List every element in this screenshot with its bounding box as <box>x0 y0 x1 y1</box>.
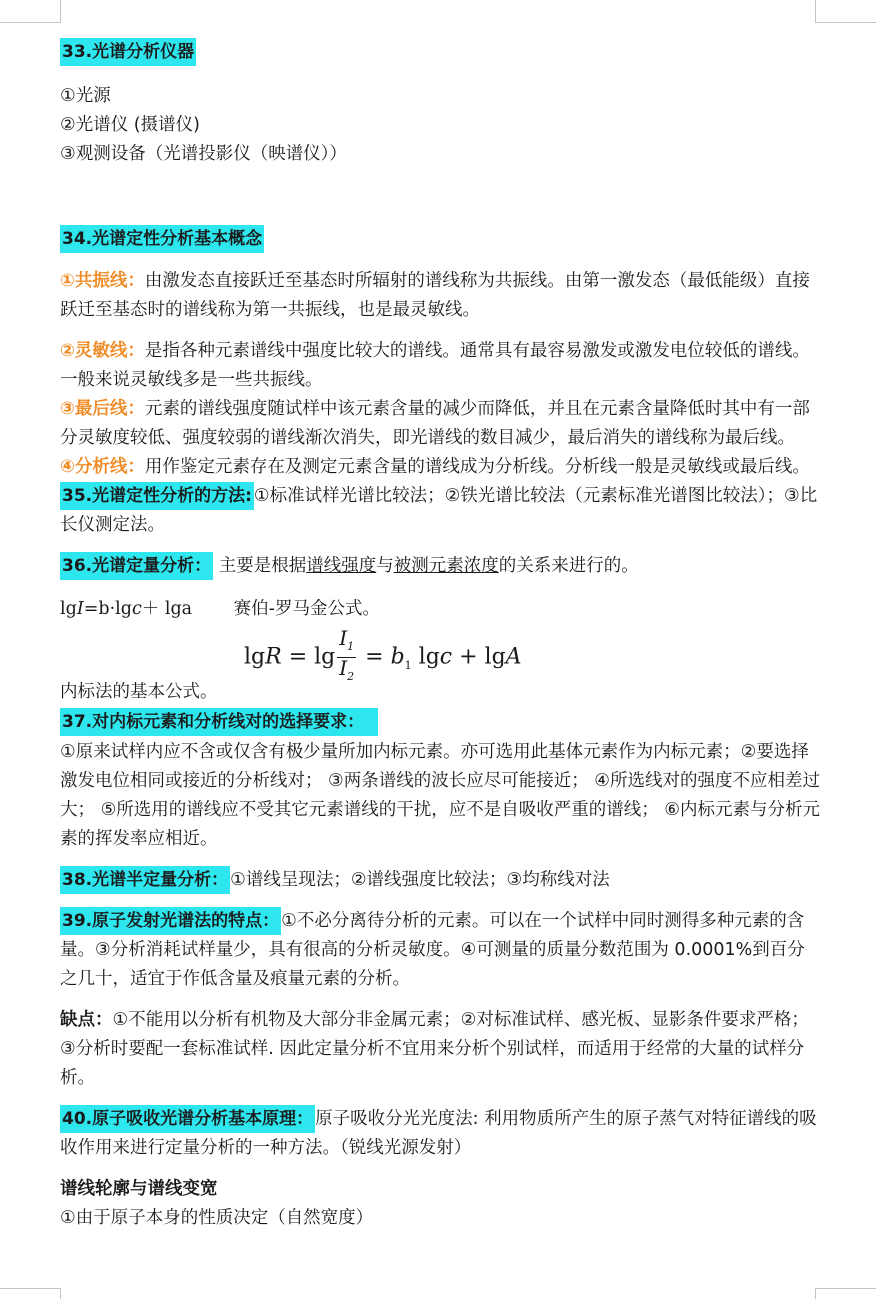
section-38-text: ①谱线呈现法；②谱线强度比较法；③均称线对法 <box>230 870 610 890</box>
term-definition: 是指各种元素谱线中强度比较大的谱线。通常具有最容易激发或激发电位较低的谱线。一般来说灵敏线多是一些共振线。 <box>60 341 810 390</box>
section-37 <box>60 708 820 736</box>
section-35 <box>60 482 820 540</box>
section-34-heading: 34.光谱定性分析基本概念 <box>60 225 264 253</box>
section-39-heading: 39.原子发射光谱法的特点： <box>60 907 281 935</box>
formula-part: I <box>76 599 84 619</box>
formula-internal-standard <box>60 628 820 706</box>
section-40-text: 原子吸收分光光度法: 利用物质所产生的原子蒸气对特征谱线的吸收作用来进行定量分析的一种方法。（锐线光源发射） <box>60 1109 817 1158</box>
section-33 <box>60 38 820 66</box>
formula-part: c <box>131 599 142 619</box>
section-33-list <box>60 82 820 169</box>
formula-part: =b·lg <box>83 599 132 619</box>
formula-part: R <box>265 644 282 670</box>
section-38 <box>60 866 820 895</box>
page-corner-mark-top-left <box>0 0 61 23</box>
term-label: ④分析线： <box>60 457 145 477</box>
term-definition: 用作鉴定元素存在及测定元素含量的谱线成为分析线。分析线一般是灵敏线或最后线。 <box>144 457 810 477</box>
formula-part: + lg <box>452 644 506 670</box>
formula-part: b <box>390 644 405 670</box>
section-35-text: ①标准试样光谱比较法；②铁光谱比较法（元素标准光谱图比较法）；③比长仪测定法。 <box>60 486 818 535</box>
list-item: ①光源 <box>60 86 111 106</box>
term-label: ①共振线： <box>60 271 145 291</box>
section-36-text: 主要是根据 <box>218 556 307 576</box>
section-33-heading: 33.光谱分析仪器 <box>60 38 196 66</box>
cons-text: ①不能用以分析有机物及大部分非金属元素；②对标准试样、感光板、显影条件要求严格；③分析时要配一套标准试样. 因此定量分析不宜用来分析个别试样，而适用于经常的大量的试样分析。 <box>60 1010 809 1088</box>
formula-part: 2 <box>347 670 355 683</box>
term-definition: 由激发态直接跃迁至基态时所辐射的谱线称为共振线。由第一激发态（最低能级）直接跃迁至基态时的谱线称为第一共振线，也是最灵敏线。 <box>60 271 810 320</box>
section-39-cons <box>60 1006 820 1093</box>
formula-part: = lg <box>281 644 336 670</box>
formula-part: ＋ lga <box>141 599 193 619</box>
section-39-text: ①不必分离待分析的元素。可以在一个试样中同时测得多种元素的含量。③分析消耗试样量少，具有很高的分析灵敏度。④可测量的质量分数范围为 0.0001%到百分之几十，适宜于作低含量及痕量元素的分析。 <box>60 911 805 989</box>
formula-part: I <box>339 626 348 650</box>
term-definition: 元素的谱线强度随试样中该元素含量的减少而降低，并且在元素含量降低时其中有一部分灵敏度较低、强度较弱的谱线渐次消失，即光谱线的数目减少，最后消失的谱线称为最后线。 <box>60 399 810 448</box>
formula-part: c <box>439 644 453 670</box>
term-label: ②灵敏线： <box>60 341 145 361</box>
list-item: ①由于原子本身的性质决定（自然宽度） <box>60 1208 374 1228</box>
term-resonance-line <box>60 267 820 325</box>
term-sensitive-line <box>60 337 820 395</box>
section-35-heading: 35.光谱定性分析的方法: <box>60 482 254 510</box>
underlined-term: 被测元素浓度 <box>393 556 499 576</box>
formula-part: A <box>505 644 522 670</box>
formula-part: lg <box>244 644 266 670</box>
section-38-heading: 38.光谱半定量分析： <box>60 866 230 894</box>
formula-part: lg <box>60 599 77 619</box>
formula-part: 1 <box>404 658 412 672</box>
section-36-heading: 36.光谱定量分析： <box>60 552 213 580</box>
formula-fraction <box>337 628 356 687</box>
section-40 <box>60 1105 820 1163</box>
section-37-text: ①原来试样内应不含或仅含有极少量所加内标元素。亦可选用此基体元素作为内标元素；②要选择激发电位相同或接近的分析线对； ③两条谱线的波长应尽可能接近； ④所选线对的强度不应相差过大； ⑤所选用的谱线应不受其它元素谱线的干扰，应不是自吸收严重的谱线； ⑥内标元素与分析元素的挥发率应相近。 <box>60 742 820 849</box>
page-corner-mark-top-right <box>815 0 876 23</box>
document-body <box>60 36 820 1233</box>
section-37-heading: 37.对内标元素和分析线对的选择要求： <box>60 708 378 736</box>
formula-part: 1 <box>347 640 355 653</box>
section-34 <box>60 225 820 253</box>
formula-seiber-lomakin <box>60 595 820 624</box>
list-item: ②光谱仪 (摄谱仪) <box>60 115 200 135</box>
section-36-text: 与 <box>376 556 394 576</box>
page-corner-mark-bottom-left <box>0 1288 61 1299</box>
page-corner-mark-bottom-right <box>815 1288 876 1299</box>
cons-label: 缺点： <box>60 1010 113 1030</box>
section-39 <box>60 907 820 994</box>
term-label: ③最后线： <box>60 399 145 419</box>
section-36-text: 的关系来进行的。 <box>498 556 639 576</box>
section-36 <box>60 552 820 581</box>
term-analytical-line <box>60 453 820 482</box>
formula-caption: 内标法的基本公式。 <box>60 682 218 702</box>
formula-part: = <box>358 644 391 670</box>
list-item: ③观测设备（光谱投影仪（映谱仪）） <box>60 144 347 164</box>
formula-part: I <box>339 656 348 680</box>
underlined-term: 谱线强度 <box>306 556 377 576</box>
formula-part: lg <box>411 644 440 670</box>
subsection-title: 谱线轮廓与谱线变宽 <box>60 1179 218 1199</box>
term-last-line <box>60 395 820 453</box>
formula-expression <box>244 628 522 684</box>
section-40-heading: 40.原子吸收光谱分析基本原理： <box>60 1105 315 1133</box>
formula-caption: 赛伯-罗马金公式。 <box>233 599 380 619</box>
